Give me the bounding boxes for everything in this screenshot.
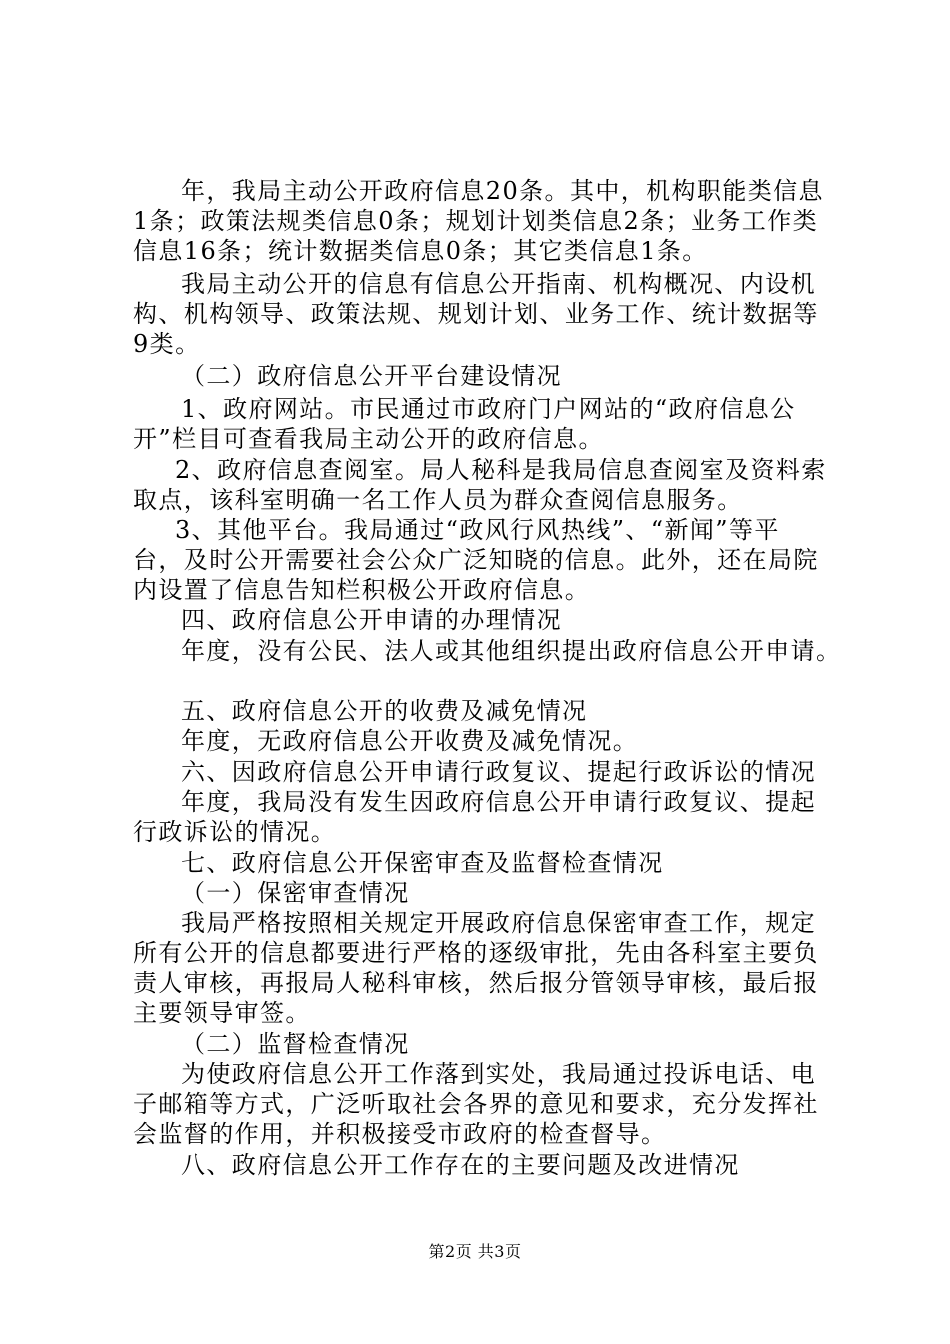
text-line: 为使政府信息公开工作落到实处，我局通过投诉电话、电 [181,1060,816,1088]
section-heading: 六、因政府信息公开申请行政复议、提起行政诉讼的情况 [181,758,816,786]
text-line: 会监督的作用，并积极接受市政府的检查督导。 [133,1120,667,1148]
section-heading: （二）政府信息公开平台建设情况 [181,362,562,390]
section-heading: 四、政府信息公开申请的办理情况 [181,606,562,634]
text-line: 年，我局主动公开政府信息20条。其中，机构职能类信息 [181,177,824,205]
text-line: 1条；政策法规类信息0条；规划计划类信息2条；业务工作类 [133,207,819,235]
text-line: 9类。 [133,330,201,358]
section-heading: 八、政府信息公开工作存在的主要问题及改进情况 [181,1151,740,1179]
text-line: 信息16条；统计数据类信息0条；其它类信息1条。 [133,237,708,265]
text-line: 取点，该科室明确一名工作人员为群众查阅信息服务。 [133,486,743,514]
text-line: 构、机构领导、政策法规、规划计划、业务工作、统计数据等 [133,300,819,328]
section-heading: （一）保密审查情况 [181,879,410,907]
text-line: 年度，我局没有发生因政府信息公开申请行政复议、提起 [181,788,816,816]
text-line: 2、政府信息查阅室。局人秘科是我局信息查阅室及资料索 [175,456,827,484]
text-line: 子邮箱等方式，广泛听取社会各界的意见和要求，充分发挥社 [133,1090,819,1118]
text-line: 行政诉讼的情况。 [133,818,337,846]
text-line: 年度，没有公民、法人或其他组织提出政府信息公开申请。 [181,637,842,665]
text-line: 我局主动公开的信息有信息公开指南、机构概况、内设机 [181,270,816,298]
text-line: 责人审核，再报局人秘科审核，然后报分管领导审核，最后报 [133,969,819,997]
text-line: 年度，无政府信息公开收费及减免情况。 [181,727,639,755]
section-heading: （二）监督检查情况 [181,1030,410,1058]
page-footer: 第2页 共3页 [428,1242,522,1261]
section-heading: 五、政府信息公开的收费及减免情况 [181,697,588,725]
text-line: 主要领导审签。 [133,999,311,1027]
text-line: 我局严格按照相关规定开展政府信息保密审查工作，规定 [181,909,816,937]
text-line: 台，及时公开需要社会公众广泛知晓的信息。此外，还在局院 [133,546,819,574]
text-line: 1、政府网站。市民通过市政府门户网站的“政府信息公 [181,395,796,423]
text-line: 开”栏目可查看我局主动公开的政府信息。 [133,425,604,453]
text-line: 3、其他平台。我局通过“政风行风热线”、“新闻”等平 [175,516,780,544]
text-line: 内设置了信息告知栏积极公开政府信息。 [133,576,591,604]
section-heading: 七、政府信息公开保密审查及监督检查情况 [181,849,664,877]
text-line: 所有公开的信息都要进行严格的逐级审批，先由各科室主要负 [133,939,819,967]
